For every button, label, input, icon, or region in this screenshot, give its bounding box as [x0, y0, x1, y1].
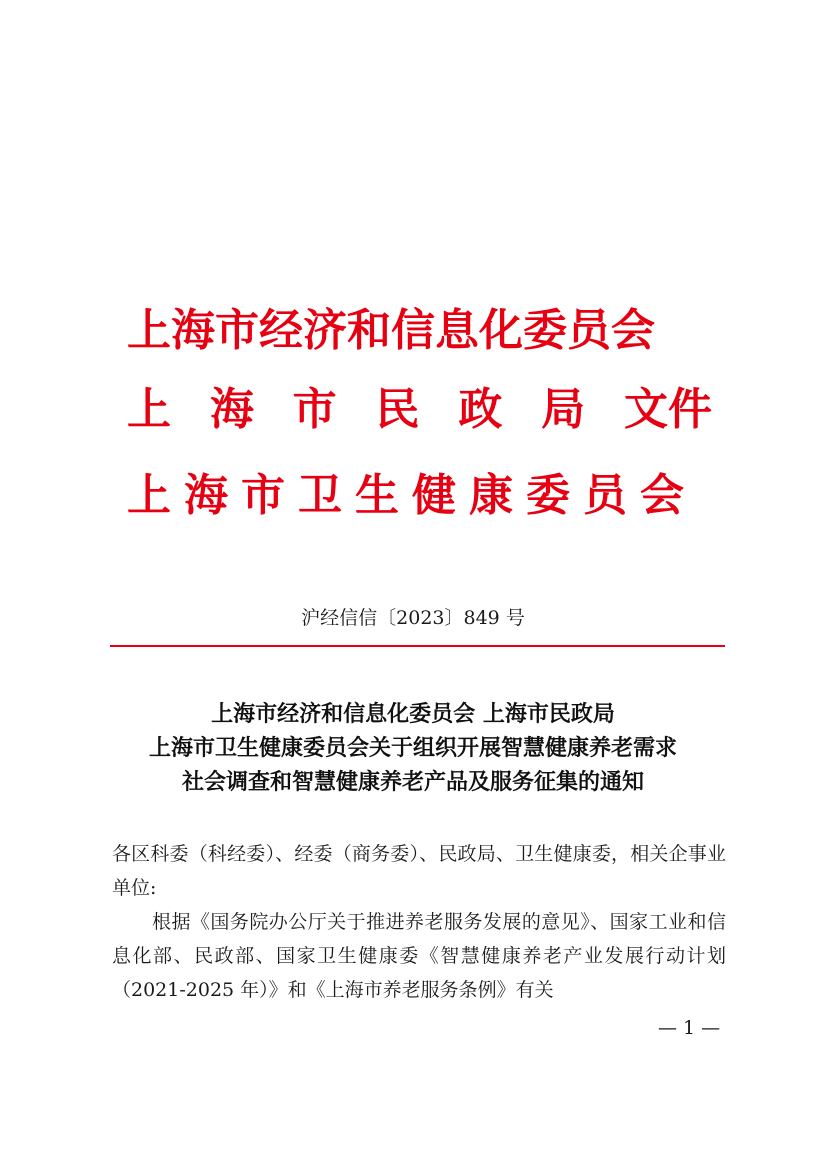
addressee-text: 各区科委（科经委）、经委（商务委）、民政局、卫生健康委，相关企事业单位: [112, 843, 726, 899]
document-title [0, 697, 826, 799]
issuer-header-char: 海 [209, 384, 254, 435]
title-line-1: 上海市经济和信息化委员会 上海市民政局 [211, 701, 615, 727]
issuer-header-char: 局 [541, 384, 586, 435]
body-paragraph: 根据《国务院办公厅关于推进养老服务发展的意见》、国家工业和信息化部、民政部、国家卫生健康委《智慧健康养老产业发展行动计划（2021-2025 年）》和《上海市养老服务条例》有关 [112, 911, 726, 1001]
issuer-header-line-2 [127, 380, 712, 440]
page-number: — 1 — [658, 1017, 721, 1039]
document-number: 沪经信信〔2023〕849 号 [301, 607, 525, 629]
issuer-header-char: 民 [375, 384, 420, 435]
issuer-header-char: 上 [127, 384, 171, 435]
red-separator-line [110, 645, 725, 647]
issuer-header-line-1: 上海市经济和信息化委员会 [127, 305, 655, 356]
issuer-header-char: 政 [458, 384, 503, 435]
issuer-header-char: 文件 [623, 384, 712, 435]
title-line-2: 上海市卫生健康委员会关于组织开展智慧健康养老需求 [148, 735, 677, 761]
issuer-header-line-3: 上海市卫生健康委员会 [127, 470, 697, 521]
title-line-3: 社会调查和智慧健康养老产品及服务征集的通知 [181, 769, 644, 795]
issuer-header-char: 市 [292, 384, 337, 435]
